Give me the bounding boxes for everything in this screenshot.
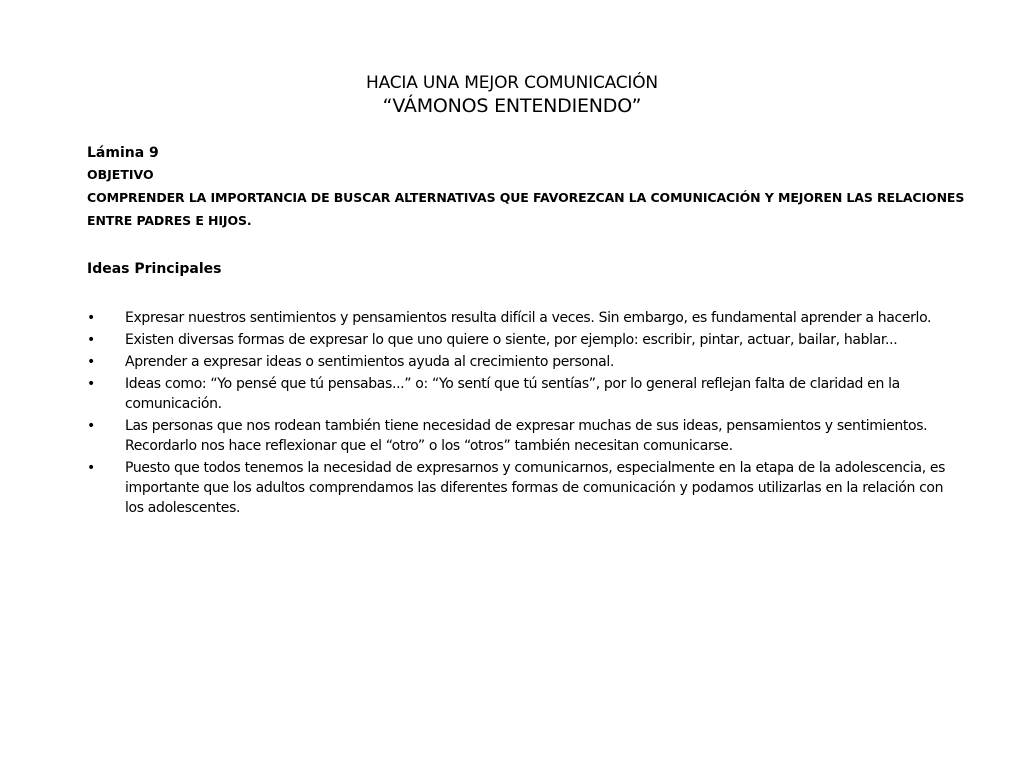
list-item	[87, 416, 947, 456]
list-item	[87, 330, 947, 350]
list-item	[87, 352, 947, 372]
bullet-icon: •	[87, 332, 95, 348]
document-subtitle: “VÁMONOS ENTENDIENDO”	[382, 95, 642, 117]
document-title: HACIA UNA MEJOR COMUNICACIÓN	[366, 73, 658, 93]
main-ideas-heading: Ideas Principales	[87, 261, 222, 277]
main-ideas-list	[87, 308, 947, 520]
objective-text: COMPRENDER LA IMPORTANCIA DE BUSCAR ALTERNATIVAS QUE FAVOREZCAN LA COMUNICACIÓN Y MEJOREN LAS RELACIONES ENTRE PADRES E HIJOS.	[87, 190, 965, 228]
objective-label: OBJETIVO	[87, 167, 154, 182]
list-item-text: Existen diversas formas de expresar lo que uno quiere o siente, por ejemplo: escribir, pintar, actuar, bailar, hablar...	[125, 332, 898, 348]
list-item	[87, 308, 947, 328]
list-item-text: Puesto que todos tenemos la necesidad de expresarnos y comunicarnos, especialmente en la etapa de la adolescencia, es importante que los adultos comprendamos las diferentes formas de comunicación y podamos utilizarlas en la relación con los adolescentes.	[125, 460, 946, 516]
objective-section	[87, 142, 967, 232]
slide-number: Lámina 9	[87, 145, 159, 161]
list-item-text: Ideas como: “Yo pensé que tú pensabas...” o: “Yo sentí que tú sentías”, por lo general reflejan falta de claridad en la comunicación.	[125, 376, 900, 412]
list-item-text: Aprender a expresar ideas o sentimientos ayuda al crecimiento personal.	[125, 354, 615, 370]
bullet-icon: •	[87, 310, 95, 326]
list-item	[87, 374, 947, 414]
bullet-icon: •	[87, 354, 95, 370]
bullet-icon: •	[87, 376, 95, 392]
title-block	[0, 72, 1024, 118]
list-item-text: Expresar nuestros sentimientos y pensamientos resulta difícil a veces. Sin embargo, es fundamental aprender a hacerlo.	[125, 310, 932, 326]
list-item	[87, 458, 947, 518]
bullet-icon: •	[87, 418, 95, 434]
bullet-icon: •	[87, 460, 95, 476]
list-item-text: Las personas que nos rodean también tiene necesidad de expresar muchas de sus ideas, pensamientos y sentimientos. Recordarlo nos hace reflexionar que el “otro” o los “otros” también necesitan comunicarse.	[125, 418, 928, 454]
